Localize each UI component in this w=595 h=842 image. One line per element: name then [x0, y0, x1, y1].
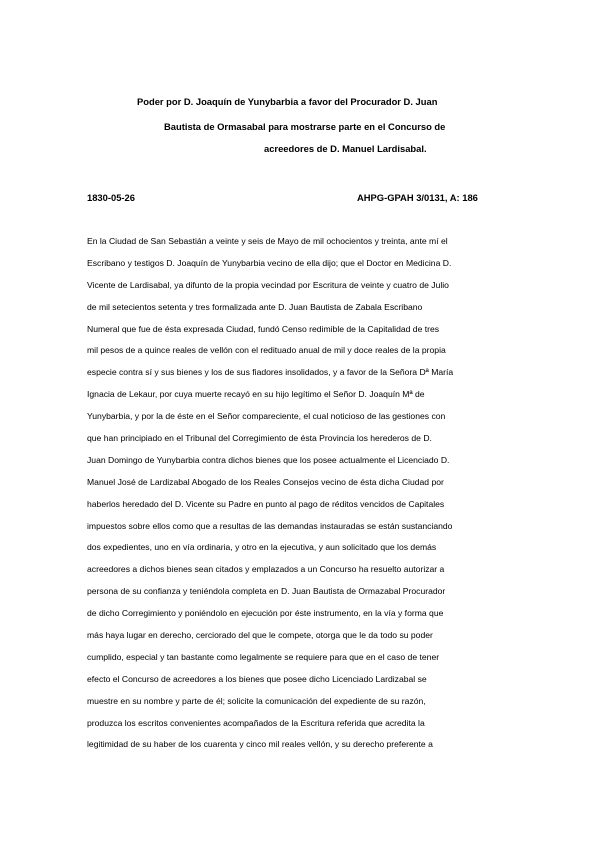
body-line: dos expedientes, uno en vía ordinaria, y otro en la ejecutiva, y aun solicitado que los demás — [87, 542, 437, 553]
body-line: persona de su confianza y teniéndola completa en D. Juan Bautista de Ormazabal Procurador — [87, 586, 446, 597]
body-line: más haya lugar en derecho, cerciorado del que le compete, otorga que le da todo su poder — [87, 630, 433, 641]
body-line: legitimidad de su haber de los cuarenta y cinco mil reales vellón, y su derecho preferente a — [87, 739, 433, 750]
archive-reference: AHPG-GPAH 3/0131, A: 186 — [357, 192, 478, 203]
body-line: mil pesos de a quince reales de vellón con el redituado anual de mil y doce reales de la propia — [87, 345, 446, 356]
document-title-line-1: Poder por D. Joaquín de Yunybarbia a favor del Procurador D. Juan — [137, 96, 438, 107]
body-line: muestre en su nombre y parte de él; solicite la comunicación del expediente de su razón, — [87, 695, 426, 706]
body-line: acreedores a dichos bienes sean citados y emplazados a un Concurso ha resuelto autorizar a — [87, 564, 445, 575]
body-line: de dicho Corregimiento y poniéndolo en ejecución por éste instrumento, en la vía y forma que — [87, 608, 444, 619]
body-line: Juan Domingo de Yunybarbia contra dichos bienes que los posee actualmente el Licenciado D. — [87, 454, 450, 465]
body-line: Numeral que fue de ésta expresada Ciudad, fundó Censo redimible de la Capitalidad de tres — [87, 323, 440, 334]
body-line: Yunybarbia, y por la de éste en el Señor compareciente, el cual noticioso de las gestiones con — [87, 411, 446, 422]
body-line: que han principiado en el Tribunal del Corregimiento de ésta Provincia los herederos de D. — [87, 433, 432, 444]
body-line: Ignacia de Lekaur, por cuya muerte recayó en su hijo legítimo el Señor D. Joaquín Mª de — [87, 389, 425, 400]
body-line: efecto el Concurso de acreedores a los bienes que posee dicho Licenciado Lardizabal se — [87, 673, 427, 684]
body-line: haberlos heredado del D. Vicente su Padre en punto al pago de réditos vencidos de Capitales — [87, 498, 445, 509]
document-body — [87, 231, 512, 756]
body-line: En la Ciudad de San Sebastián a veinte y seis de Mayo de mil ochocientos y treinta, ante mí el — [87, 236, 448, 246]
body-line: Vicente de Lardisabal, ya difunto de la propia vecindad por Escritura de veinte y cuatro de Julio — [87, 279, 449, 290]
body-line: Escribano y testigos D. Joaquín de Yunybarbia vecino de ella dijo; que el Doctor en Medicina D. — [87, 257, 452, 268]
body-line: de mil setecientos setenta y tres formalizada ante D. Juan Bautista de Zabala Escribano — [87, 301, 423, 312]
document-date: 1830-05-26 — [87, 192, 135, 203]
document-title-line-2: Bautista de Ormasabal para mostrarse parte en el Concurso de — [164, 121, 446, 132]
body-line: especie contra sí y sus bienes y los de sus fiadores insolidados, y a favor de la Señora Dª María — [87, 367, 454, 378]
document-title-line-3: acreedores de D. Manuel Lardisabal. — [264, 143, 427, 154]
body-line: impuestos sobre ellos como que a resultas de las demandas instauradas se están sustanciando — [87, 520, 453, 531]
body-line: Manuel José de Lardizabal Abogado de los Reales Consejos vecino de ésta dicha Ciudad por — [87, 476, 444, 487]
body-line: produzca los escritos convenientes acompañados de la Escritura referida que acredita la — [87, 717, 425, 728]
body-line: cumplido, especial y tan bastante como legalmente se requiere para que en el caso de tener — [87, 651, 440, 662]
